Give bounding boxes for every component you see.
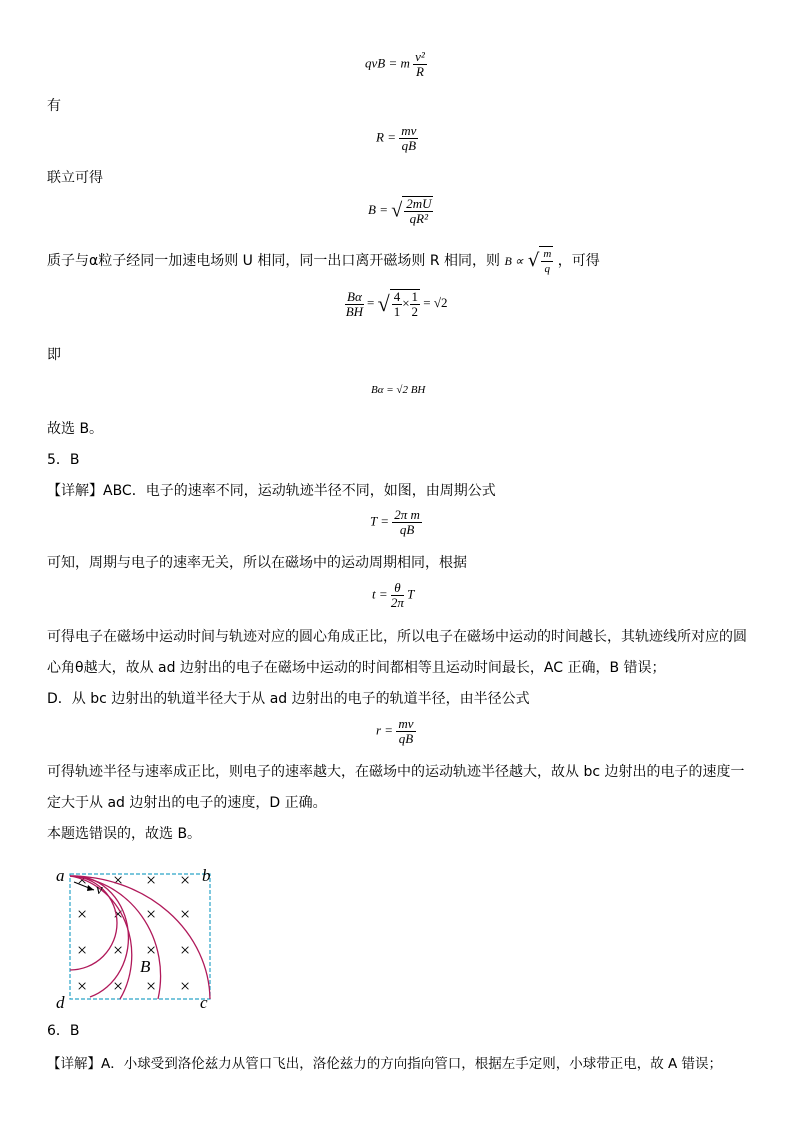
cross-mark: × [146,976,157,996]
eq-fraction-lhs [345,290,364,319]
eq-fraction [399,124,418,153]
cross-mark: × [77,870,88,890]
q5-explain-line7: 定大于从 ad 边射出的电子的速度，D 正确。 [47,795,327,811]
q5-explain-line4: 心角θ越大，故从 ad 边射出的电子在磁场中运动的时间都相等且运动时间最长，AC 正确，B 错误； [47,660,666,676]
sqrt-body [402,196,433,226]
eq-lhs: r = [376,722,394,738]
eq-rhs: T [407,586,415,602]
cross-mark: × [180,904,191,924]
eq-num: mv [401,123,417,138]
equation-time [372,581,414,610]
cross-mark: × [113,870,124,890]
cross-mark: × [146,940,157,960]
sqrt-body [390,289,420,319]
eq-num: v² [415,49,425,64]
cross-mark: × [180,870,191,890]
eq-num: 2mU [406,196,432,211]
sqrt-sign: √ [391,199,403,222]
corner-label-a: a [56,866,65,885]
q5-explain-line5: D．从 bc 边射出的轨道半径大于从 ad 边射出的电子的轨道半径，由半径公式 [47,691,530,707]
eq-fraction-2 [410,290,421,319]
text-proton-prop: B ∝ [504,254,524,268]
cross-mark: × [146,870,157,890]
q5-explain-line8: 本题选错误的，故选 B。 [47,826,202,842]
eq-den: 2 [411,304,419,319]
text-proton-main: 质子与α粒子经同一加速电场则 U 相同，同一出口离开磁场则 R 相同，则 [47,253,501,269]
eq-lhs: t = [372,586,388,602]
eq-num: mv [398,716,414,731]
eq-fraction-1 [392,290,403,319]
eq-den: qR² [409,211,429,226]
text-guxuan: 故选 B。 [47,421,104,437]
eq-num: 2π m [394,507,420,522]
text-lianli: 联立可得 [47,170,103,186]
cross-mark: × [146,904,157,924]
eq-fraction [391,581,404,610]
equation-radius [376,124,418,153]
cross-mark: × [180,976,191,996]
equation-r [376,717,416,746]
cross-mark: × [77,904,88,924]
question-5-number: 5．B [47,452,80,468]
eq-den: 1 [393,304,401,319]
eq-fraction [413,50,427,79]
q5-explain-line6: 可得轨迹半径与速率成正比，则电子的速率越大，在磁场中的运动轨迹半径越大，故从 bc 边射出的电子的速度一 [47,764,745,780]
sqrt-body [539,246,553,276]
magnetic-field-figure [50,862,230,1012]
eq-den: BH [345,303,364,319]
eq-den: qB [399,522,415,537]
sqrt-sign: √ [377,291,390,316]
eq-rhs: = √2 [423,294,448,310]
equation-result: Bα = √2 BH [371,384,426,396]
eq-den: qB [401,138,417,153]
equation-lorentz [365,50,427,79]
eq-fraction [392,508,422,537]
label-v: v [96,882,103,898]
equation-B [368,196,433,226]
q5-explain-line2: 可知，周期与电子的速率无关，所以在磁场中的运动周期相同，根据 [47,555,467,571]
eq-num: 1 [411,289,419,304]
equation-ratio: $\frac{B\alpha}{BH}$ = √ $\frac{4}{1}$ × $\frac{1}{2}$ = √2 [345,288,448,319]
corner-label-b: b [202,866,211,885]
cross-mark: × [113,940,124,960]
text-you: 有 [47,98,61,114]
eq-lhs: T = [370,513,390,529]
eq-num: m [543,248,552,260]
corner-label-d: d [56,993,65,1012]
eq-num: Bα [347,288,362,304]
cross-mark: × [113,976,124,996]
q5-explain-line3: 可得电子在磁场中运动时间与轨迹对应的圆心角成正比，所以电子在磁场中运动的时间越长，其轨迹线所对应的圆 [47,629,747,645]
eq-fraction [404,197,433,226]
eq-fraction [541,247,553,276]
eq-num: θ [391,581,404,596]
text-proton-end: ，可得 [557,253,600,269]
q5-explain-line1: 【详解】ABC．电子的速率不同，运动轨迹半径不同，如图，由周期公式 [47,483,496,499]
eq-num: 4 [393,289,401,304]
eq-lhs: R = [376,129,396,145]
eq-den: 2π [390,595,404,610]
question-6-number: 6．B [47,1023,80,1039]
eq-den: qB [398,731,414,746]
eq-lhs: qvB = m [365,55,410,71]
eq-lhs: B = [368,201,388,217]
text-ji: 即 [47,347,61,363]
corner-label-c: c [200,993,208,1012]
times-sign: × [402,295,410,311]
q6-explain-line1: 【详解】A．小球受到洛伦兹力从管口飞出，洛伦兹力的方向指向管口，根据左手定则，小球带正电，故 A 错误； [47,1056,723,1072]
equation-period [370,508,422,537]
cross-mark: × [113,904,124,924]
cross-mark: × [180,940,191,960]
cross-mark: × [77,940,88,960]
text-proton [47,246,600,276]
eq-den: R [415,64,424,79]
arrow-head-icon [87,885,94,891]
eq-den: q [544,263,551,275]
label-B: B [140,957,151,976]
cross-mark: × [77,976,88,996]
eq-fraction [396,717,415,746]
sqrt-sign: √ [527,250,540,271]
